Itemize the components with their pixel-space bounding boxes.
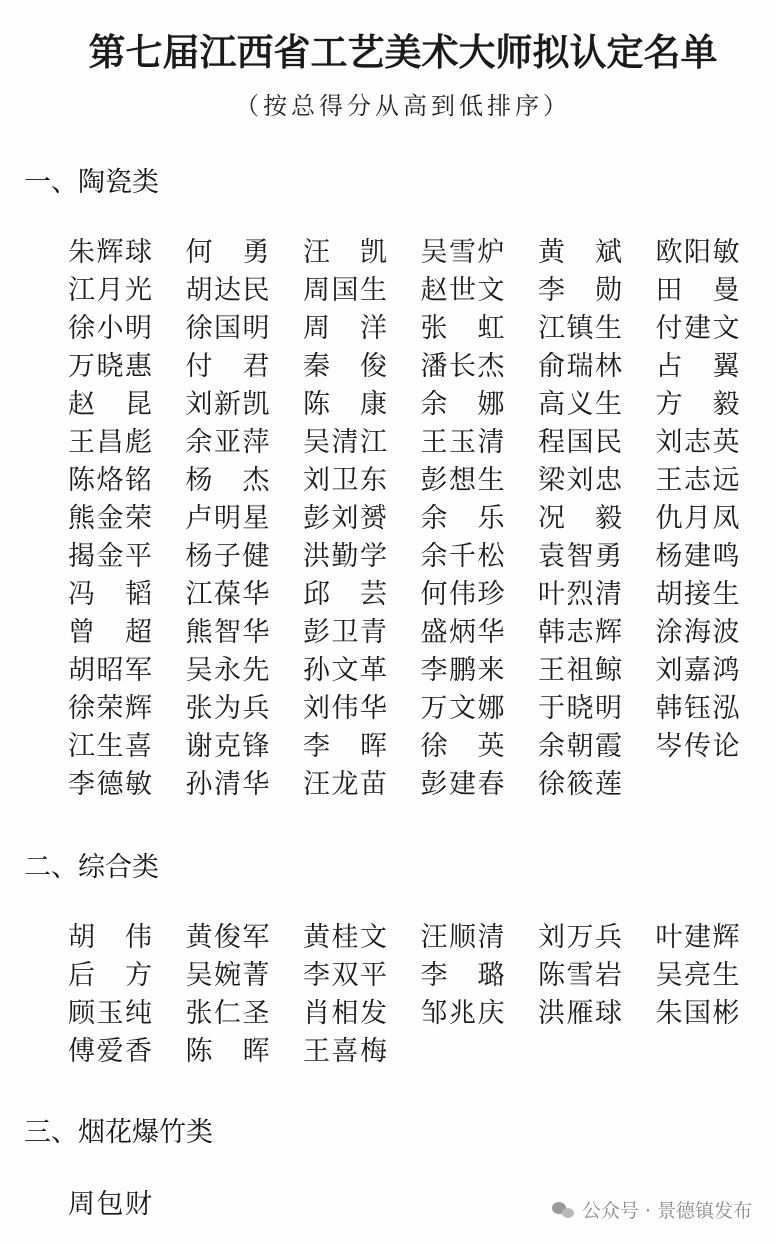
person-name: 韩志辉 xyxy=(538,617,622,648)
person-name: 李勋 xyxy=(538,275,622,306)
person-name: 汪龙苗 xyxy=(303,769,387,800)
person-name: 岑传论 xyxy=(655,731,740,762)
person-name: 熊智华 xyxy=(185,617,270,648)
person-name: 洪勤学 xyxy=(303,541,387,572)
person-name: 秦俊 xyxy=(303,351,387,382)
person-name: 叶烈清 xyxy=(538,579,622,610)
person-name: 胡达民 xyxy=(185,275,270,306)
person-name: 余朝霞 xyxy=(538,731,622,762)
person-name: 吴雪炉 xyxy=(420,237,505,268)
person-name: 欧阳敏 xyxy=(655,237,740,268)
page-title: 第七届江西省工艺美术大师拟认定名单 xyxy=(88,31,718,74)
person-name: 赵世文 xyxy=(420,275,505,306)
person-name: 傅爱香 xyxy=(68,1036,152,1067)
person-name: 徐小明 xyxy=(68,313,152,344)
person-name: 邱芸 xyxy=(303,579,387,610)
person-name: 李璐 xyxy=(420,960,505,991)
person-name: 杨杰 xyxy=(185,465,270,496)
person-name: 仇月凤 xyxy=(655,503,740,534)
person-name: 万晓惠 xyxy=(68,351,152,382)
person-name: 刘卫东 xyxy=(303,465,387,496)
person-name: 陈雪岩 xyxy=(538,960,622,991)
person-name: 朱国彬 xyxy=(655,998,740,1029)
person-name: 刘嘉鸿 xyxy=(655,655,740,686)
person-name: 潘长杰 xyxy=(420,351,505,382)
person-name: 孙清华 xyxy=(185,769,270,800)
person-name: 胡昭军 xyxy=(68,655,152,686)
person-name: 占翼 xyxy=(655,351,740,382)
person-name: 余千松 xyxy=(420,541,505,572)
person-name: 张仁圣 xyxy=(185,998,270,1029)
section-heading-comprehensive: 二、综合类 xyxy=(24,852,159,883)
person-name: 吴清江 xyxy=(303,427,387,458)
person-name: 王志远 xyxy=(655,465,740,496)
person-name: 胡伟 xyxy=(68,922,152,953)
person-name: 刘新凯 xyxy=(185,389,270,420)
person-name: 田曼 xyxy=(655,275,740,306)
person-name: 王祖鲸 xyxy=(538,655,622,686)
person-name: 彭卫青 xyxy=(303,617,387,648)
person-name: 汪凯 xyxy=(303,237,387,268)
person-name: 杨子健 xyxy=(185,541,270,572)
person-name: 后方 xyxy=(68,960,152,991)
person-name: 王喜梅 xyxy=(303,1036,387,1067)
person-name: 曾超 xyxy=(68,617,152,648)
person-name: 汪顺清 xyxy=(420,922,505,953)
watermark-text: 公众号 · 景德镇发布 xyxy=(581,1200,752,1222)
person-name: 李鹏来 xyxy=(420,655,505,686)
person-name: 谢克锋 xyxy=(185,731,270,762)
person-name: 彭刘赟 xyxy=(303,503,387,534)
person-name: 韩钰泓 xyxy=(655,693,740,724)
person-name: 何伟珍 xyxy=(420,579,505,610)
person-name: 况毅 xyxy=(538,503,622,534)
person-name: 何勇 xyxy=(185,237,270,268)
person-name: 揭金平 xyxy=(68,541,152,572)
page-subtitle: （按总得分从高到低排序） xyxy=(235,92,571,120)
person-name: 江葆华 xyxy=(185,579,270,610)
person-name: 王玉清 xyxy=(420,427,505,458)
person-name: 余乐 xyxy=(420,503,505,534)
person-name: 刘志英 xyxy=(655,427,740,458)
person-name: 李双平 xyxy=(303,960,387,991)
person-name: 卢明星 xyxy=(185,503,270,534)
person-name: 徐国明 xyxy=(185,313,270,344)
person-name: 周国生 xyxy=(303,275,387,306)
person-name: 刘万兵 xyxy=(538,922,622,953)
person-name: 杨建鸣 xyxy=(655,541,740,572)
person-name: 余亚萍 xyxy=(185,427,270,458)
person-name: 冯韬 xyxy=(68,579,152,610)
name-list-comprehensive xyxy=(68,919,773,1071)
person-name: 徐筱莲 xyxy=(538,769,622,800)
person-name: 邹兆庆 xyxy=(420,998,505,1029)
name-list-ceramics xyxy=(68,234,773,804)
person-name: 顾玉纯 xyxy=(68,998,152,1029)
wechat-icon xyxy=(552,1200,576,1220)
person-name: 方毅 xyxy=(655,389,740,420)
person-name: 付建文 xyxy=(655,313,740,344)
person-name: 吴婉菁 xyxy=(185,960,270,991)
person-name: 刘伟华 xyxy=(303,693,387,724)
person-name: 梁刘忠 xyxy=(538,465,622,496)
person-name: 于晓明 xyxy=(538,693,622,724)
person-name: 徐英 xyxy=(420,731,505,762)
person-name: 彭建春 xyxy=(420,769,505,800)
person-name: 黄俊军 xyxy=(185,922,270,953)
person-name: 涂海波 xyxy=(655,617,740,648)
person-name: 张为兵 xyxy=(185,693,270,724)
person-name: 陈康 xyxy=(303,389,387,420)
person-name: 吴永先 xyxy=(185,655,270,686)
person-name: 江月光 xyxy=(68,275,152,306)
person-name: 李德敏 xyxy=(68,769,152,800)
person-name: 肖相发 xyxy=(303,998,387,1029)
person-name: 周包财 xyxy=(68,1189,152,1220)
person-name: 彭想生 xyxy=(420,465,505,496)
person-name: 余娜 xyxy=(420,389,505,420)
person-name: 张虹 xyxy=(420,313,505,344)
person-name: 程国民 xyxy=(538,427,622,458)
watermark xyxy=(552,1196,752,1223)
person-name: 叶建辉 xyxy=(655,922,740,953)
person-name: 胡接生 xyxy=(655,579,740,610)
person-name: 陈晖 xyxy=(185,1036,270,1067)
person-name: 赵昆 xyxy=(68,389,152,420)
person-name: 周洋 xyxy=(303,313,387,344)
person-name: 盛炳华 xyxy=(420,617,505,648)
person-name: 熊金荣 xyxy=(68,503,152,534)
section-heading-fireworks: 三、烟花爆竹类 xyxy=(24,1117,213,1148)
person-name: 高义生 xyxy=(538,389,622,420)
person-name: 王昌彪 xyxy=(68,427,152,458)
person-name: 孙文革 xyxy=(303,655,387,686)
person-name: 黄桂文 xyxy=(303,922,387,953)
person-name: 洪雁球 xyxy=(538,998,622,1029)
person-name: 俞瑞林 xyxy=(538,351,622,382)
person-name: 徐荣辉 xyxy=(68,693,152,724)
person-name: 吴亮生 xyxy=(655,960,740,991)
person-name: 江生喜 xyxy=(68,731,152,762)
person-name: 付君 xyxy=(185,351,270,382)
section-heading-ceramics: 一、陶瓷类 xyxy=(24,167,159,198)
person-name: 黄斌 xyxy=(538,237,622,268)
person-name: 陈烙铭 xyxy=(68,465,152,496)
person-name: 万文娜 xyxy=(420,693,505,724)
person-name: 朱辉球 xyxy=(68,237,152,268)
person-name: 袁智勇 xyxy=(538,541,622,572)
person-name: 江镇生 xyxy=(538,313,622,344)
person-name: 李晖 xyxy=(303,731,387,762)
